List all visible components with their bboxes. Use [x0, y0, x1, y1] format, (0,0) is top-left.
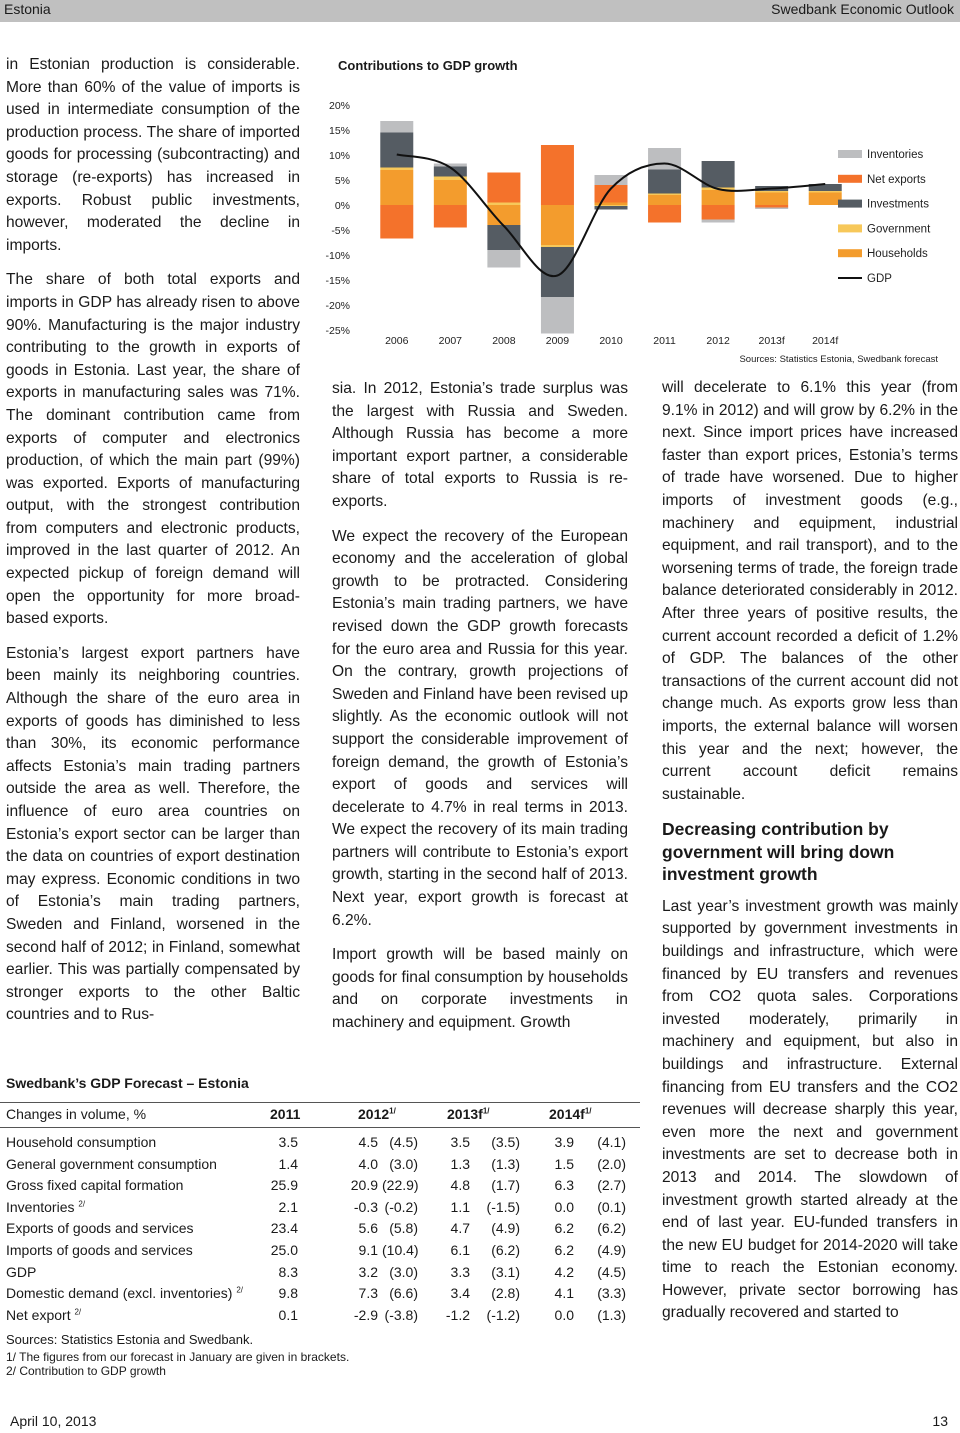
- header-2013: [447, 1106, 489, 1122]
- x-tick-label: 2010: [599, 335, 623, 347]
- bracket-2014: (0.1): [597, 1198, 626, 1215]
- value-2014: 6.2: [554, 1242, 574, 1258]
- header-label: Changes in volume, %: [6, 1106, 147, 1122]
- value-2011: 23.4: [270, 1220, 298, 1237]
- value-2012: 7.3: [358, 1285, 378, 1302]
- legend-label: Government: [867, 223, 931, 236]
- value-2014: 4.2: [554, 1263, 574, 1280]
- bar-inventories: [434, 164, 467, 167]
- row-label: GDP: [6, 1263, 37, 1280]
- bar-net-exports: [755, 205, 788, 208]
- page-header: [0, 0, 960, 22]
- footnote-marker: 2/: [78, 1199, 86, 1209]
- x-tick-label: 2007: [438, 335, 463, 347]
- x-tick-label: 2006: [385, 335, 409, 347]
- value-2013: 6.1: [450, 1242, 470, 1258]
- bar-households: [702, 190, 735, 205]
- value-2013: -1.2: [445, 1306, 470, 1323]
- row-label-wrap: [6, 1307, 81, 1323]
- y-tick-label: -25%: [325, 325, 350, 337]
- row-label: Imports of goods and services: [6, 1242, 193, 1258]
- bar-investments: [648, 170, 681, 194]
- row-label-wrap: [6, 1285, 243, 1301]
- value-2014: 4.1: [554, 1285, 574, 1302]
- legend-label: GDP: [867, 273, 892, 285]
- value-2011: 8.3: [278, 1263, 298, 1280]
- bracket-2012: (22.9): [382, 1177, 419, 1194]
- chart-title: Contributions to GDP growth: [338, 58, 518, 73]
- x-tick-label: 2012: [706, 335, 730, 347]
- bracket-2013: (3.5): [491, 1134, 520, 1150]
- paragraph: sia. In 2012, Estonia’s trade surplus was the largest with Russia and Sweden. Although Russia has become a more important export partner, a considerable share of total exports to Russia is re-exports.: [332, 380, 628, 510]
- bracket-2013: (6.2): [491, 1242, 520, 1258]
- bracket-2014: (2.7): [597, 1177, 626, 1194]
- bracket-2012: (5.8): [389, 1220, 418, 1237]
- y-tick-label: 0%: [334, 200, 350, 212]
- row-label-wrap: [6, 1199, 85, 1215]
- value-2012: -0.3: [353, 1198, 378, 1215]
- bar-investments: [380, 133, 413, 168]
- footer-date: April 10, 2013: [10, 1413, 97, 1429]
- table-row: [0, 1264, 640, 1286]
- value-2013: 4.8: [450, 1177, 470, 1194]
- bar-households: [541, 205, 574, 245]
- paragraph: will decelerate to 6.1% this year (from 9.1% in 2012) and will grow by 6.2% in the next. Since import prices have increased faster than export prices, Estonia’s terms of trade have worsened. Due to higher imports of investment goods (e.g., machinery and equipment, industrial equipment, and rail transport), and to the worsening terms of trade, the foreign trade balance deteriorated considerably in 2012. After three years of positive results, the current account recorded a deficit of 1.2% of GDP. The balances of the other transactions of the current account did not change much. As exports grow less than imports, the external balance will worsen this year and the next; however, the current account deficit remains sustainable.: [662, 379, 958, 803]
- bar-net-exports: [434, 205, 467, 228]
- bar-inventories: [595, 175, 628, 185]
- bar-inventories: [487, 250, 520, 268]
- x-tick-label: 2011: [653, 335, 676, 347]
- value-2012: 4.0: [358, 1155, 378, 1172]
- y-tick-label: -5%: [331, 225, 350, 237]
- value-2014: 6.3: [554, 1177, 574, 1194]
- header-section: Estonia: [4, 1, 51, 17]
- bracket-2013: (1.3): [491, 1155, 520, 1172]
- legend-swatch-investments: [838, 200, 862, 208]
- bar-government: [809, 191, 842, 193]
- value-2011: 2.1: [278, 1198, 298, 1215]
- header-2013-year: 2013f: [447, 1106, 483, 1122]
- bracket-2012: (3.0): [389, 1263, 418, 1280]
- row-label: Domestic demand (excl. inventories): [6, 1285, 233, 1302]
- footnote-marker: 1/: [389, 1106, 396, 1116]
- row-label: Exports of goods and services: [6, 1220, 194, 1237]
- table-row: [0, 1134, 640, 1156]
- x-tick-label: 2013f: [758, 335, 785, 347]
- bracket-2014: (1.3): [597, 1306, 626, 1323]
- y-tick-label: 10%: [328, 150, 350, 162]
- table-row: [0, 1285, 640, 1307]
- header-2014-year: 2014f: [549, 1106, 585, 1122]
- paragraph: Last year’s investment growth was mainly supported by government investments in buildings and infrastructure, which were financed by EU transfers and revenues from CO2 quota sales. Corporations invested moderately, primarily in machinery and equipment, but also in buildings and infrastructure. External financing from EU transfers and the CO2 revenues will decrease sharply this year, even more the next and government investments are set to decrease both in 2013 and 2014. The slowdown of investment growth started already at the end of last year. EU-funded transfers in the new EU budget for 2014-2020 will take time to reach the Estonian economy. However, private sector borrowing has gradually recovered and started to: [662, 897, 958, 1322]
- bracket-2013: (-1.5): [486, 1198, 520, 1215]
- bar-households: [809, 193, 842, 206]
- bar-net-exports: [648, 205, 681, 223]
- bar-net-exports: [380, 205, 413, 239]
- text-column-3: [662, 377, 958, 1337]
- paragraph: in Estonian production is considerable. More than 60% of the value of imports is used in intermediate consumption of the production process. The share of imported goods for processing (subcontracting) and storage (re-exports) has increased in exports. Robust public investments, however, moderated the decline in imports.: [6, 56, 300, 254]
- value-2012: -2.9: [353, 1306, 378, 1323]
- row-label: Net export: [6, 1306, 71, 1323]
- table-note-2: 2/ Contribution to GDP growth: [6, 1364, 166, 1378]
- bar-households: [434, 180, 467, 205]
- bracket-2014: (4.1): [597, 1134, 626, 1150]
- table-sources: Sources: Statistics Estonia and Swedbank.: [6, 1332, 254, 1347]
- bracket-2012: (4.5): [389, 1134, 418, 1150]
- value-2013: 3.5: [450, 1134, 470, 1150]
- y-tick-label: -15%: [325, 275, 350, 287]
- chart-source: Sources: Statistics Estonia, Swedbank forecast: [739, 354, 938, 365]
- bar-net-exports: [541, 145, 574, 205]
- y-tick-label: -10%: [325, 250, 350, 262]
- footnote-marker: 1/: [584, 1106, 592, 1116]
- footnote-marker: 2/: [236, 1285, 243, 1295]
- bar-investments: [487, 225, 520, 250]
- paragraph: The share of both total exports and imports in GDP has already risen to above 90%. Manufacturing is the major industry contributing to the growth in exports of goods in Estonia. Last year, the share of exports in manufacturing sales was 71%. The dominant contribution came from exports of computer and electronics production, of which the main part (99%) was exported. Exports of manufacturing output, with the strongest contribution from computers and electronic products, improved in the last quarter of 2012. An expected pickup of foreign demand will open the opportunity for more broad-based exports.: [6, 271, 300, 628]
- y-tick-label: 20%: [328, 100, 350, 112]
- value-2013: 3.3: [450, 1263, 470, 1280]
- value-2012: 4.5: [358, 1134, 378, 1150]
- legend-label: Inventories: [867, 149, 924, 161]
- value-2012: 20.9: [350, 1177, 378, 1194]
- bracket-2012: (6.6): [389, 1285, 418, 1302]
- value-2014: 0.0: [554, 1306, 574, 1323]
- header-2012: [358, 1106, 396, 1122]
- value-2014: 0.0: [554, 1198, 574, 1215]
- bar-government: [541, 245, 574, 247]
- bar-inventories: [755, 208, 788, 210]
- chart-canvas: [320, 56, 960, 368]
- table-row: [0, 1307, 640, 1329]
- legend-swatch-inventories: [838, 150, 862, 158]
- header-2014: [549, 1106, 591, 1122]
- paragraph: Estonia’s largest export partners have been mainly its neighboring countries. Although the share of the euro area in exports of goods has diminished to less than 30%, its economic performance affects Estonia’s main trading partners outside the area as well. Therefore, the influence of euro area countries on Estonia’s export sector can be larger than the data on countries of export destination may express. Economic conditions in two of Estonia’s main trading partners, Sweden and Finland, worsened in the second half of 2012; in Finland, somewhat earlier. This was partially compensated by stronger exports to the other Baltic countries and to Rus-: [6, 644, 300, 1024]
- header-2012-year: 2012: [358, 1106, 390, 1122]
- bracket-2014: (2.0): [597, 1155, 626, 1172]
- table-row: [0, 1156, 640, 1178]
- bracket-2014: (4.9): [597, 1242, 626, 1258]
- y-tick-label: 5%: [334, 175, 350, 187]
- bar-inventories: [702, 220, 735, 223]
- bracket-2012: (-0.2): [384, 1198, 418, 1215]
- header-publication: Swedbank Economic Outlook: [771, 1, 954, 17]
- table-header: [0, 1102, 640, 1128]
- value-2012: 3.2: [358, 1263, 378, 1280]
- value-2011: 1.4: [278, 1155, 298, 1172]
- row-label: Gross fixed capital formation: [6, 1177, 184, 1194]
- footnote-marker: 2/: [74, 1307, 82, 1317]
- bar-government: [755, 191, 788, 193]
- bar-households: [755, 193, 788, 206]
- value-2011: 0.1: [278, 1306, 298, 1323]
- legend-swatch-government: [838, 224, 862, 232]
- value-2014: 1.5: [554, 1155, 574, 1172]
- table-row: [0, 1177, 640, 1199]
- section-heading: Decreasing contribution by government will bring down investment growth: [662, 819, 895, 885]
- row-label: Inventories: [6, 1198, 75, 1215]
- bracket-2012: (-3.8): [384, 1306, 418, 1323]
- bar-households: [648, 195, 681, 205]
- value-2011: 25.0: [270, 1242, 298, 1258]
- value-2014: 6.2: [554, 1220, 574, 1237]
- gdp-contributions-chart: [320, 56, 960, 368]
- table-row: [0, 1242, 640, 1264]
- footnote-marker: 1/: [482, 1106, 490, 1116]
- page-number: 13: [932, 1413, 948, 1429]
- bracket-2013: (1.7): [491, 1177, 520, 1194]
- bracket-2013: (2.8): [491, 1285, 520, 1302]
- x-tick-label: 2008: [492, 335, 516, 347]
- bar-government: [648, 194, 681, 196]
- legend-label: Households: [867, 248, 928, 261]
- y-tick-label: -20%: [325, 300, 350, 312]
- bar-investments: [541, 247, 574, 297]
- value-2011: 3.5: [278, 1134, 298, 1150]
- legend-swatch-net-exports: [838, 175, 862, 183]
- text-column-1: [6, 54, 300, 1039]
- row-label: Household consumption: [6, 1134, 157, 1150]
- bar-net-exports: [702, 205, 735, 220]
- value-2013: 1.3: [450, 1155, 470, 1172]
- bar-government: [380, 168, 413, 171]
- paragraph: Import growth will be based mainly on goods for final consumption by households and on corporate investments in machinery and equipment. Growth: [332, 946, 628, 1032]
- bracket-2013: (4.9): [491, 1220, 520, 1237]
- legend-label: Investments: [867, 198, 929, 211]
- bracket-2014: (3.3): [597, 1285, 626, 1302]
- bar-net-exports: [487, 173, 520, 203]
- value-2012: 9.1: [358, 1242, 378, 1258]
- bracket-2013: (-1.2): [486, 1306, 520, 1323]
- table-row: [0, 1220, 640, 1242]
- legend-swatch-households: [838, 249, 862, 257]
- value-2011: 25.9: [270, 1177, 298, 1194]
- bracket-2012: (3.0): [389, 1155, 418, 1172]
- header-2011: 2011: [270, 1106, 301, 1122]
- bar-inventories: [541, 297, 574, 334]
- bar-inventories: [380, 121, 413, 133]
- value-2014: 3.9: [554, 1134, 574, 1150]
- value-2013: 4.7: [450, 1220, 470, 1237]
- table-row: [0, 1199, 640, 1221]
- paragraph: We expect the recovery of the European economy and the acceleration of global growth to be protracted. Considering Estonia’s main trading partners, we have revised down the GDP growth forecasts for the euro area and Russia for this year. On the contrary, growth projections of Sweden and Finland have been revised up slightly. As the economic outlook will not support the considerable improvement of foreign demand, the growth of Estonia’s export of goods and services will decelerate to 4.7% in real terms in 2013. We expect the recovery of its main trading partners will contribute to Estonia’s export growth, starting in the second half of 2013. Next year, export growth is forecast at 6.2%.: [332, 527, 628, 929]
- row-label: General government consumption: [6, 1155, 217, 1172]
- bar-households: [380, 170, 413, 205]
- bar-government: [487, 203, 520, 206]
- legend-label: Net exports: [867, 173, 926, 186]
- bracket-2014: (6.2): [597, 1220, 626, 1237]
- value-2012: 5.6: [358, 1220, 378, 1237]
- value-2011: 9.8: [278, 1285, 298, 1302]
- y-tick-label: 15%: [328, 125, 350, 137]
- table-note-1: 1/ The figures from our forecast in January are given in brackets.: [6, 1350, 350, 1364]
- bracket-2012: (10.4): [382, 1242, 419, 1258]
- text-column-2: [332, 378, 628, 1047]
- value-2013: 1.1: [450, 1198, 470, 1215]
- bracket-2014: (4.5): [597, 1263, 626, 1280]
- bar-households: [487, 205, 520, 225]
- bracket-2013: (3.1): [491, 1263, 520, 1280]
- table-title: Swedbank’s GDP Forecast – Estonia: [6, 1075, 249, 1091]
- value-2013: 3.4: [450, 1285, 470, 1302]
- x-tick-label: 2014f: [812, 335, 839, 347]
- x-tick-label: 2009: [545, 335, 570, 347]
